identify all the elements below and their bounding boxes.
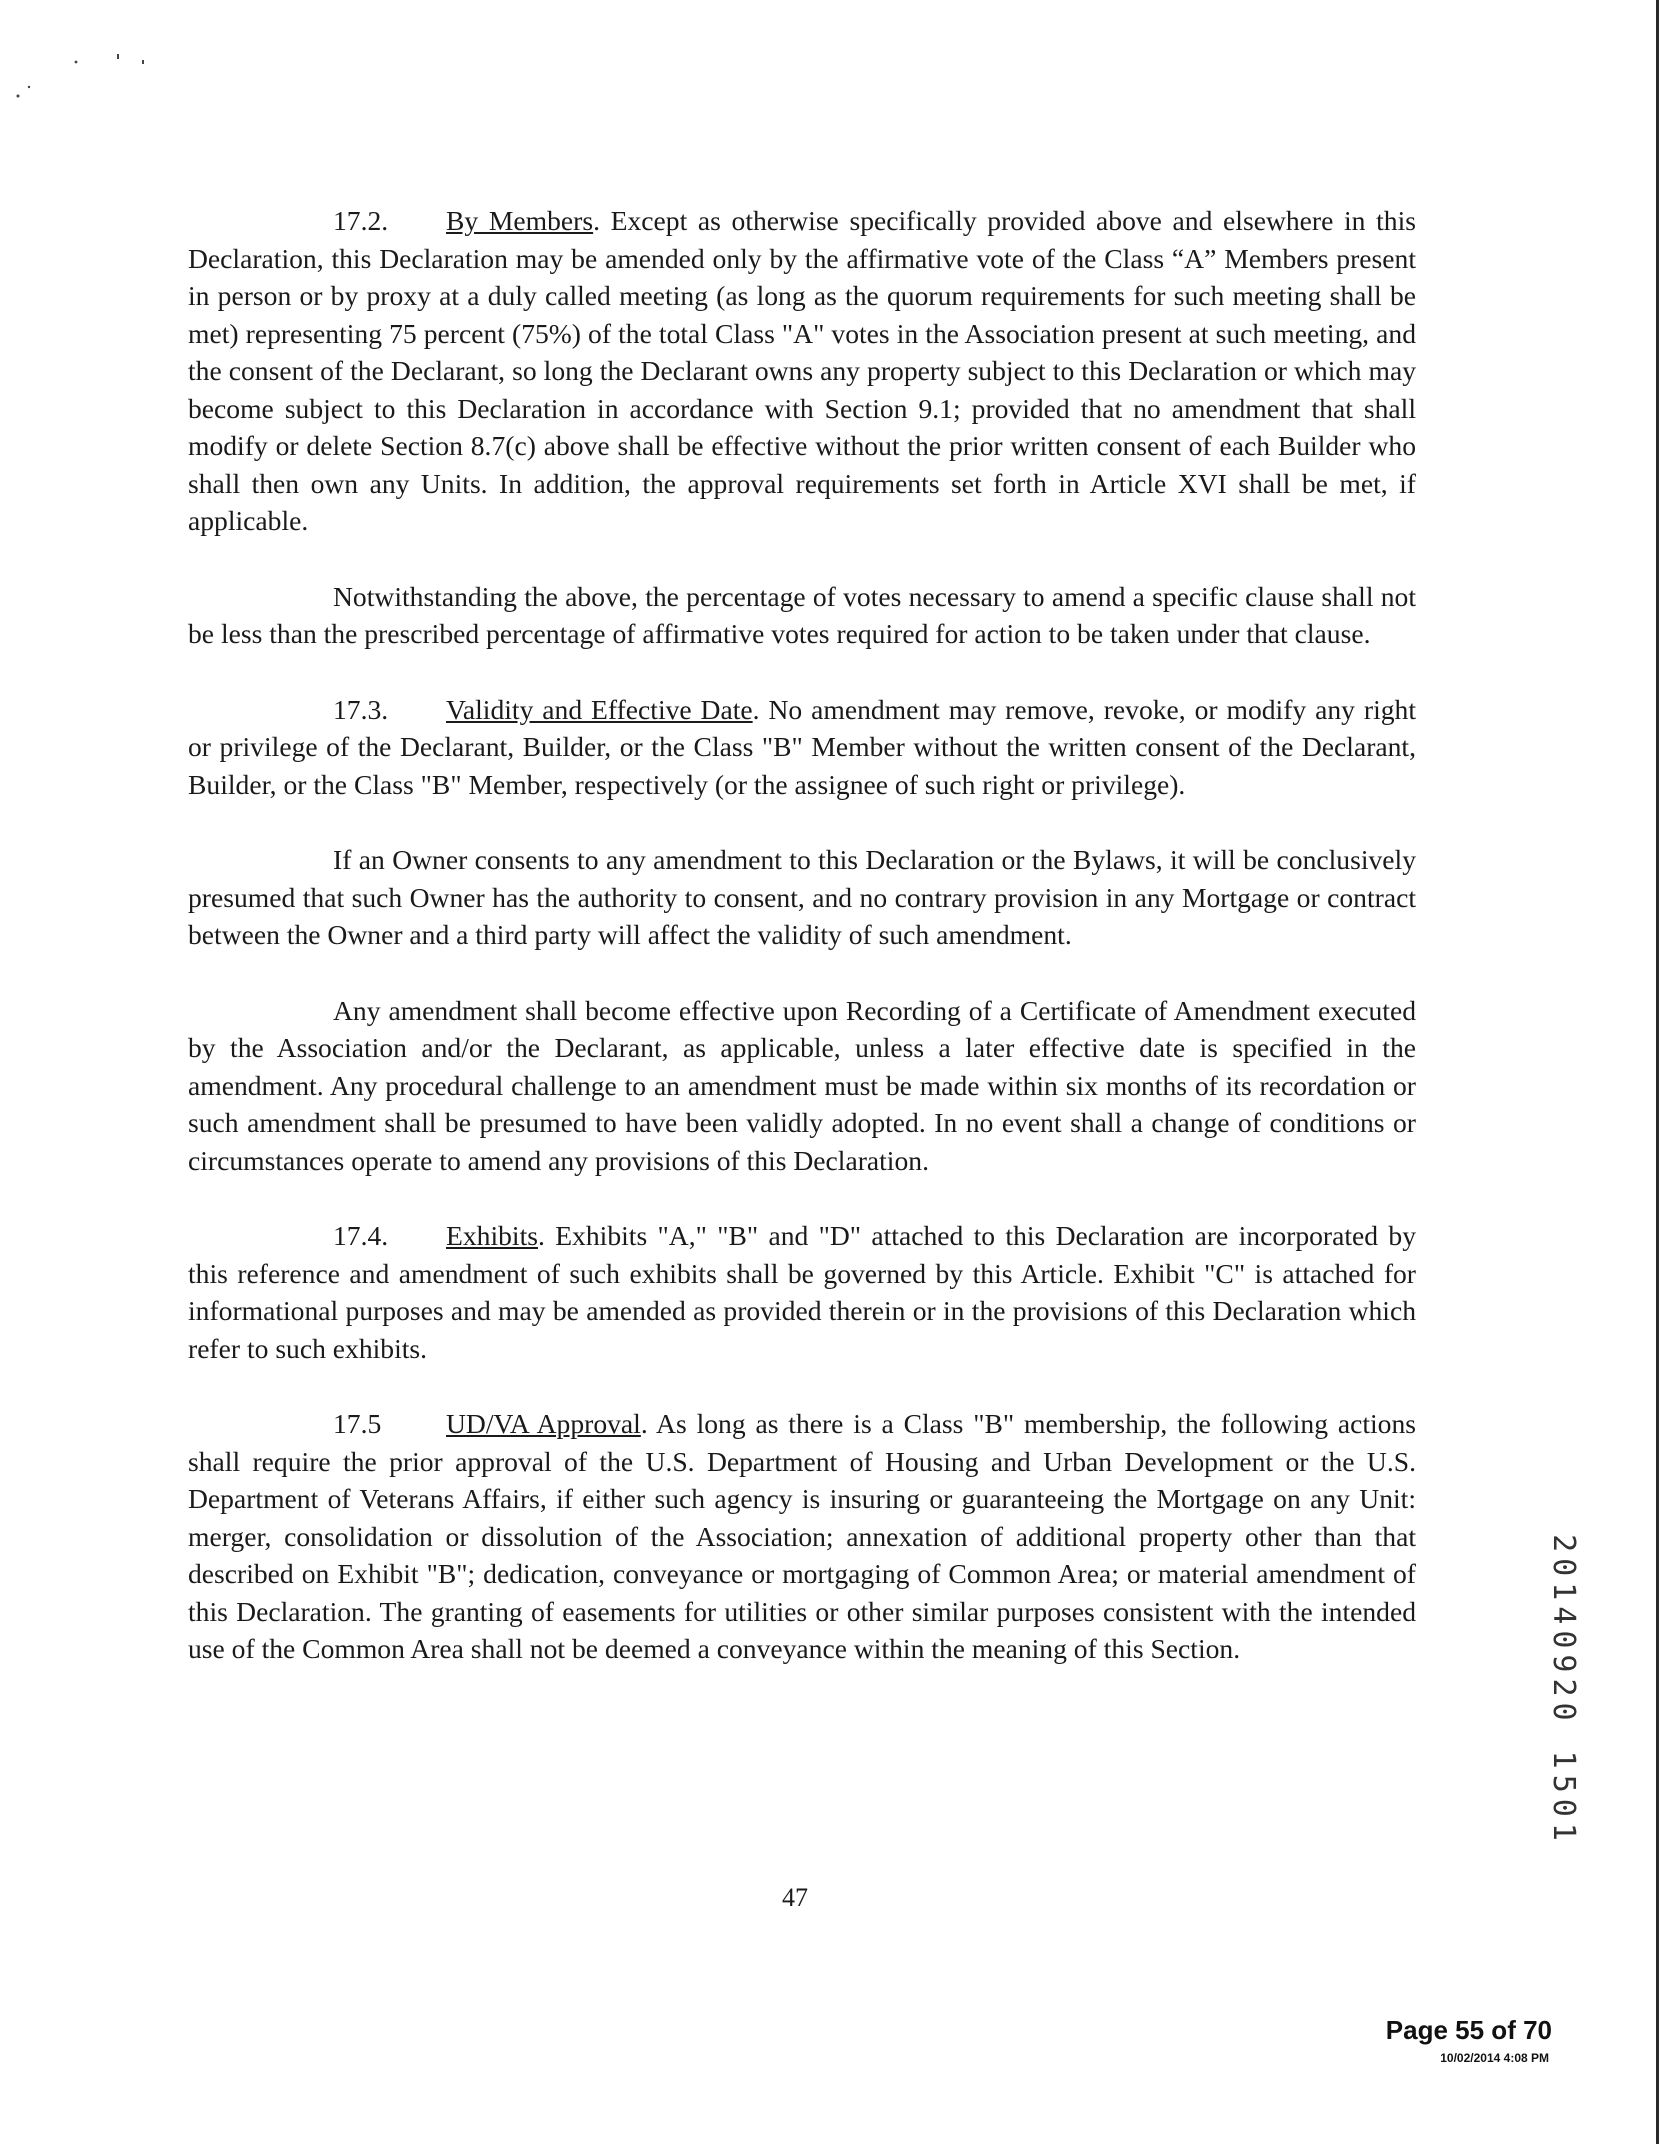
section-text: . No amendment may remove, revoke, or modify any right or privilege of the Declarant, Builder, or the Class "B" Member without the written consent of the Declarant, Builder, or the Class "B" Member, respectively (or the assignee of such right or privilege). (188, 693, 1416, 800)
section-text: . Except as otherwise specifically provided above and elsewhere in this Declaration, this Declaration may be amended only by the affirmative vote of the Class “A” Members present in person or by proxy at a duly called meeting (as long as the quorum requirements for such meeting shall be met) representing 75 percent (75%) of the total Class "A" votes in the Association present at such meeting, and the consent of the Declarant, so long the Declarant owns any property subject to this Declaration or which may become subject to this Declaration in accordance with Section 9.1; provided that no amendment that shall modify or delete Section 8.7(c) above shall be effective without the prior written consent of each Builder who shall then own any Units. In addition, the approval requirements set forth in Article XVI shall be met, if applicable. (188, 205, 1416, 536)
section-text: . Exhibits "A," "B" and "D" attached to this Declaration are incorporated by this reference and amendment of such exhibits shall be governed by this Article. Exhibit "C" is attached for informational purposes and may be amended as provided therein or in the provisions of this Declaration which refer to such exhibits. (188, 1220, 1416, 1364)
document-body (188, 202, 1416, 1706)
section-text: . As long as there is a Class "B" membership, the following actions shall require the prior approval of the U.S. Department of Housing and Urban Development or the U.S. Department of Veterans Affairs, if either such agency is insuring or guaranteeing the Mortgage on any Unit: merger, consolidation or dissolution of the Association; annexation of additional property other than that described on Exhibit "B"; dedication, conveyance or mortgaging of Common Area; or material amendment of this Declaration. The granting of easements for utilities or other similar purposes consistent with the intended use of the Common Area shall not be deemed a conveyance within the meaning of this Section. (188, 1408, 1417, 1664)
section-number: 17.3. (333, 693, 389, 725)
section-number: 17.2. (333, 205, 389, 236)
paragraph-text: If an Owner consents to any amendment to this Declaration or the Bylaws, it will be conclusively presumed that such Owner has the authority to consent, and no contrary provision in any Mortgage or contract between the Owner and a third party will affect the validity of such amendment. (188, 844, 1416, 950)
section-number: 17.4. (333, 1220, 389, 1251)
section-17-4 (188, 1217, 1416, 1367)
recording-stamp-text: 20140920 1501 (1545, 1533, 1581, 1847)
footer-timestamp: 10/02/2014 4:08 PM (1440, 2051, 1549, 2065)
scan-specks (14, 50, 164, 110)
section-17-3 (188, 691, 1416, 804)
paragraph-owner-consent (188, 841, 1416, 954)
page-number: 47 (782, 1883, 808, 1912)
recording-stamp (1545, 1535, 1581, 1845)
section-17-2 (188, 202, 1416, 540)
section-title: Validity and Effective Date (446, 693, 753, 725)
footer-page-label: Page 55 of 70 (1385, 2015, 1552, 2045)
page-edge-rule (1656, 0, 1659, 2144)
section-title: By Members (446, 205, 594, 236)
section-number: 17.5 (333, 1408, 382, 1439)
paragraph-notwithstanding (188, 578, 1416, 653)
paragraph-text: Notwithstanding the above, the percentage of votes necessary to amend a specific clause shall not be less than the prescribed percentage of affirmative votes required for action to be taken under that clause. (188, 580, 1416, 649)
section-title: Exhibits (446, 1220, 538, 1251)
paragraph-text: Any amendment shall become effective upon Recording of a Certificate of Amendment executed by the Association and/or the Declarant, as applicable, unless a later effective date is specified in the amendment. Any procedural challenge to an amendment must be made within six months of its recordation or such amendment shall be presumed to have been validly adopted. In no event shall a change of conditions or circumstances operate to amend any provisions of this Declaration. (188, 994, 1416, 1176)
paragraph-effective-date (188, 992, 1416, 1180)
section-title: UD/VA Approval (446, 1408, 641, 1439)
section-17-5 (188, 1405, 1416, 1668)
